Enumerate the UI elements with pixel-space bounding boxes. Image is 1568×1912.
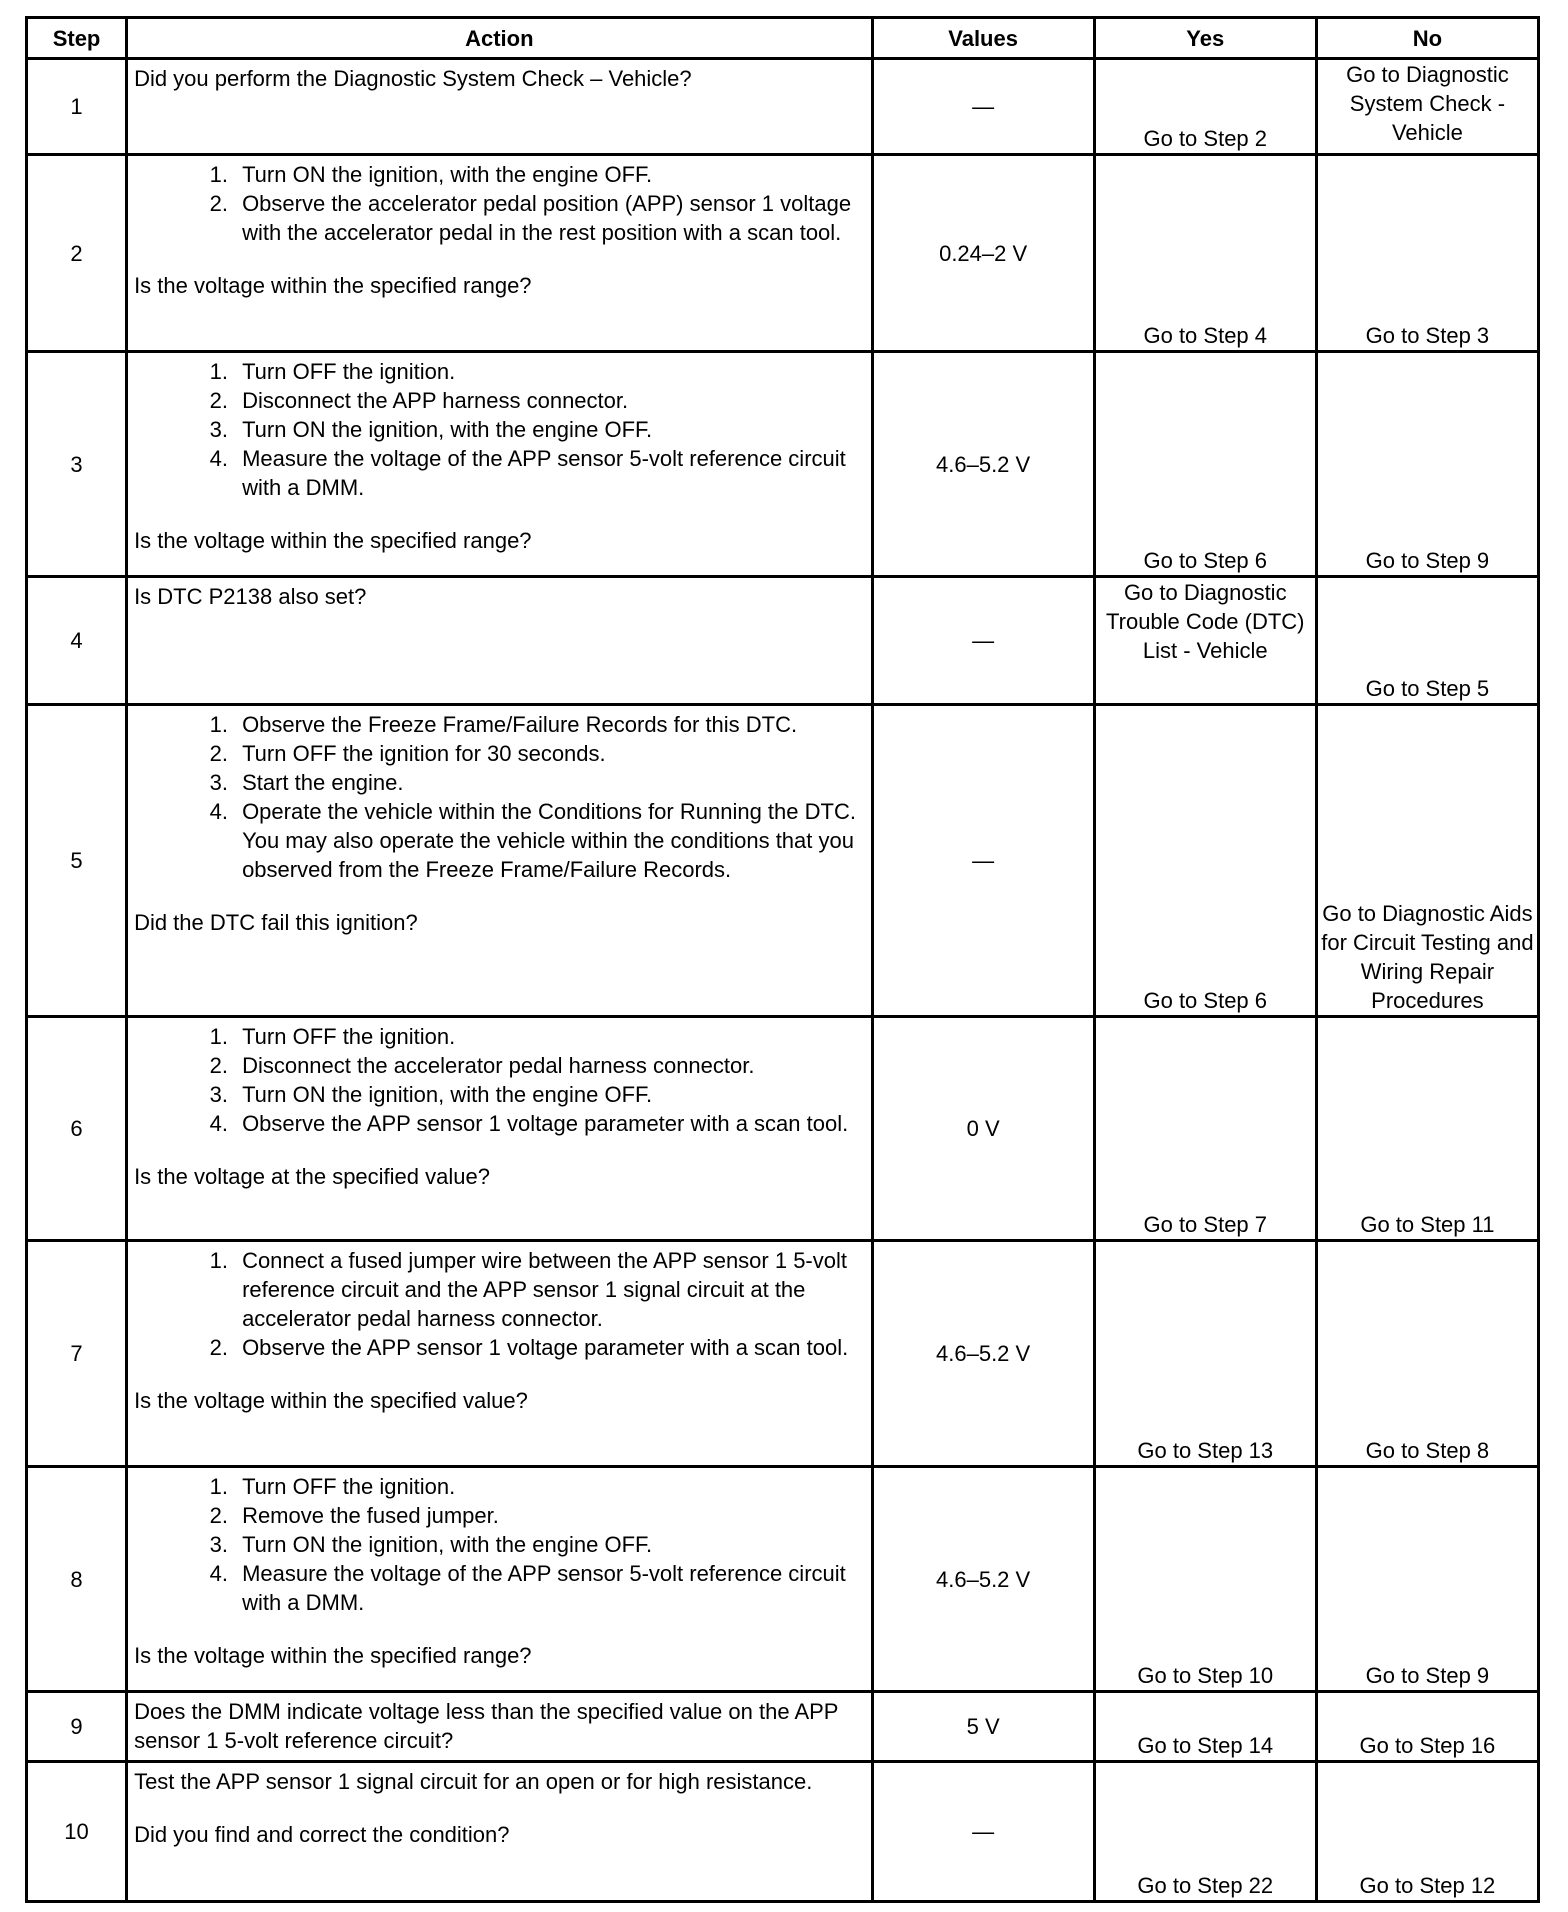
action-steps [134, 1472, 864, 1617]
yes-cell: Go to Step 14 [1094, 1692, 1316, 1762]
action-step: 1. Turn OFF the ignition. [234, 357, 864, 386]
action-step: 3. Turn ON the ignition, with the engine OFF. [234, 1080, 864, 1109]
value-cell: — [872, 59, 1094, 155]
value-cell: 5 V [872, 1692, 1094, 1762]
header-step: Step [27, 18, 127, 59]
action-steps [134, 1022, 864, 1138]
no-cell: Go to Step 9 [1316, 1467, 1538, 1692]
step-number: 2 [27, 155, 127, 352]
step-number: 5 [27, 705, 127, 1017]
table-row [27, 155, 1539, 352]
table-row [27, 59, 1539, 155]
action-question: Is the voltage within the specified range? [134, 1643, 532, 1668]
action-step: 4. Measure the voltage of the APP sensor 5-volt reference circuit with a DMM. [234, 1559, 864, 1617]
action-cell [127, 352, 872, 577]
step-number: 10 [27, 1762, 127, 1902]
value-cell: — [872, 1762, 1094, 1902]
header-values: Values [872, 18, 1094, 59]
action-step: 1. Turn OFF the ignition. [234, 1022, 864, 1051]
header-no: No [1316, 18, 1538, 59]
action-text: Test the APP sensor 1 signal circuit for an open or for high resistance. [134, 1769, 813, 1794]
action-steps [134, 1246, 864, 1362]
step-number: 8 [27, 1467, 127, 1692]
table-row [27, 1762, 1539, 1902]
action-step: 1. Turn ON the ignition, with the engine OFF. [234, 160, 864, 189]
no-cell: Go to Step 8 [1316, 1241, 1538, 1467]
action-step: 4. Observe the APP sensor 1 voltage parameter with a scan tool. [234, 1109, 864, 1138]
no-cell: Go to Diagnostic Aids for Circuit Testing and Wiring Repair Procedures [1316, 705, 1538, 1017]
action-cell [127, 577, 872, 705]
no-cell: Go to Step 5 [1316, 577, 1538, 705]
yes-cell: Go to Step 6 [1094, 705, 1316, 1017]
header-yes: Yes [1094, 18, 1316, 59]
step-number: 4 [27, 577, 127, 705]
action-question: Did the DTC fail this ignition? [134, 910, 418, 935]
action-question: Did you perform the Diagnostic System Check – Vehicle? [134, 66, 692, 91]
action-step: 4. Operate the vehicle within the Conditions for Running the DTC. You may also operate the vehicle within the conditions that you observed from the Freeze Frame/Failure Records. [234, 797, 864, 884]
action-step: 3. Turn ON the ignition, with the engine OFF. [234, 415, 864, 444]
yes-cell: Go to Step 13 [1094, 1241, 1316, 1467]
yes-cell: Go to Step 7 [1094, 1017, 1316, 1241]
action-step: 1. Connect a fused jumper wire between the APP sensor 1 5-volt reference circuit and the APP sensor 1 signal circuit at the accelerator pedal harness connector. [234, 1246, 864, 1333]
action-step: 2. Remove the fused jumper. [234, 1501, 864, 1530]
no-cell: Go to Step 12 [1316, 1762, 1538, 1902]
action-step: 2. Disconnect the APP harness connector. [234, 386, 864, 415]
action-steps [134, 357, 864, 502]
value-cell: — [872, 577, 1094, 705]
action-cell [127, 1241, 872, 1467]
value-cell: — [872, 705, 1094, 1017]
action-step: 2. Disconnect the accelerator pedal harness connector. [234, 1051, 864, 1080]
action-question: Is the voltage within the specified range? [134, 528, 532, 553]
table-row [27, 577, 1539, 705]
action-step: 2. Observe the accelerator pedal position (APP) sensor 1 voltage with the accelerator pedal in the rest position with a scan tool. [234, 189, 864, 247]
table-row [27, 1467, 1539, 1692]
yes-cell: Go to Step 10 [1094, 1467, 1316, 1692]
action-step: 2. Observe the APP sensor 1 voltage parameter with a scan tool. [234, 1333, 864, 1362]
header-action: Action [127, 18, 872, 59]
step-number: 3 [27, 352, 127, 577]
table-row [27, 352, 1539, 577]
action-cell [127, 1692, 872, 1762]
value-cell: 0 V [872, 1017, 1094, 1241]
yes-cell: Go to Step 6 [1094, 352, 1316, 577]
action-question: Did you find and correct the condition? [134, 1822, 510, 1847]
no-cell: Go to Step 16 [1316, 1692, 1538, 1762]
action-steps [134, 710, 864, 884]
value-cell: 4.6–5.2 V [872, 1467, 1094, 1692]
action-question: Is the voltage within the specified value? [134, 1388, 528, 1413]
no-cell: Go to Diagnostic System Check - Vehicle [1316, 59, 1538, 155]
action-step: 3. Start the engine. [234, 768, 864, 797]
action-cell [127, 59, 872, 155]
no-cell: Go to Step 9 [1316, 352, 1538, 577]
action-cell [127, 1467, 872, 1692]
action-question: Does the DMM indicate voltage less than the specified value on the APP sensor 1 5-volt reference circuit? [134, 1699, 839, 1753]
step-number: 7 [27, 1241, 127, 1467]
yes-cell: Go to Diagnostic Trouble Code (DTC) List - Vehicle [1094, 577, 1316, 705]
step-number: 6 [27, 1017, 127, 1241]
action-step: 1. Observe the Freeze Frame/Failure Records for this DTC. [234, 710, 864, 739]
action-cell [127, 1017, 872, 1241]
action-cell [127, 705, 872, 1017]
yes-cell: Go to Step 22 [1094, 1762, 1316, 1902]
action-step: 4. Measure the voltage of the APP sensor 5-volt reference circuit with a DMM. [234, 444, 864, 502]
no-cell: Go to Step 3 [1316, 155, 1538, 352]
action-step: 2. Turn OFF the ignition for 30 seconds. [234, 739, 864, 768]
yes-cell: Go to Step 2 [1094, 59, 1316, 155]
table-row [27, 1017, 1539, 1241]
step-number: 1 [27, 59, 127, 155]
no-cell: Go to Step 11 [1316, 1017, 1538, 1241]
action-question: Is DTC P2138 also set? [134, 584, 367, 609]
action-step: 1. Turn OFF the ignition. [234, 1472, 864, 1501]
yes-cell: Go to Step 4 [1094, 155, 1316, 352]
value-cell: 4.6–5.2 V [872, 352, 1094, 577]
action-cell [127, 155, 872, 352]
action-question: Is the voltage within the specified range? [134, 273, 532, 298]
diagnostic-table [25, 16, 1540, 1903]
value-cell: 4.6–5.2 V [872, 1241, 1094, 1467]
action-question: Is the voltage at the specified value? [134, 1164, 490, 1189]
step-number: 9 [27, 1692, 127, 1762]
table-row [27, 705, 1539, 1017]
value-cell: 0.24–2 V [872, 155, 1094, 352]
action-steps [134, 160, 864, 247]
table-row [27, 1241, 1539, 1467]
action-step: 3. Turn ON the ignition, with the engine OFF. [234, 1530, 864, 1559]
header-row [27, 18, 1539, 59]
action-cell [127, 1762, 872, 1902]
table-row [27, 1692, 1539, 1762]
